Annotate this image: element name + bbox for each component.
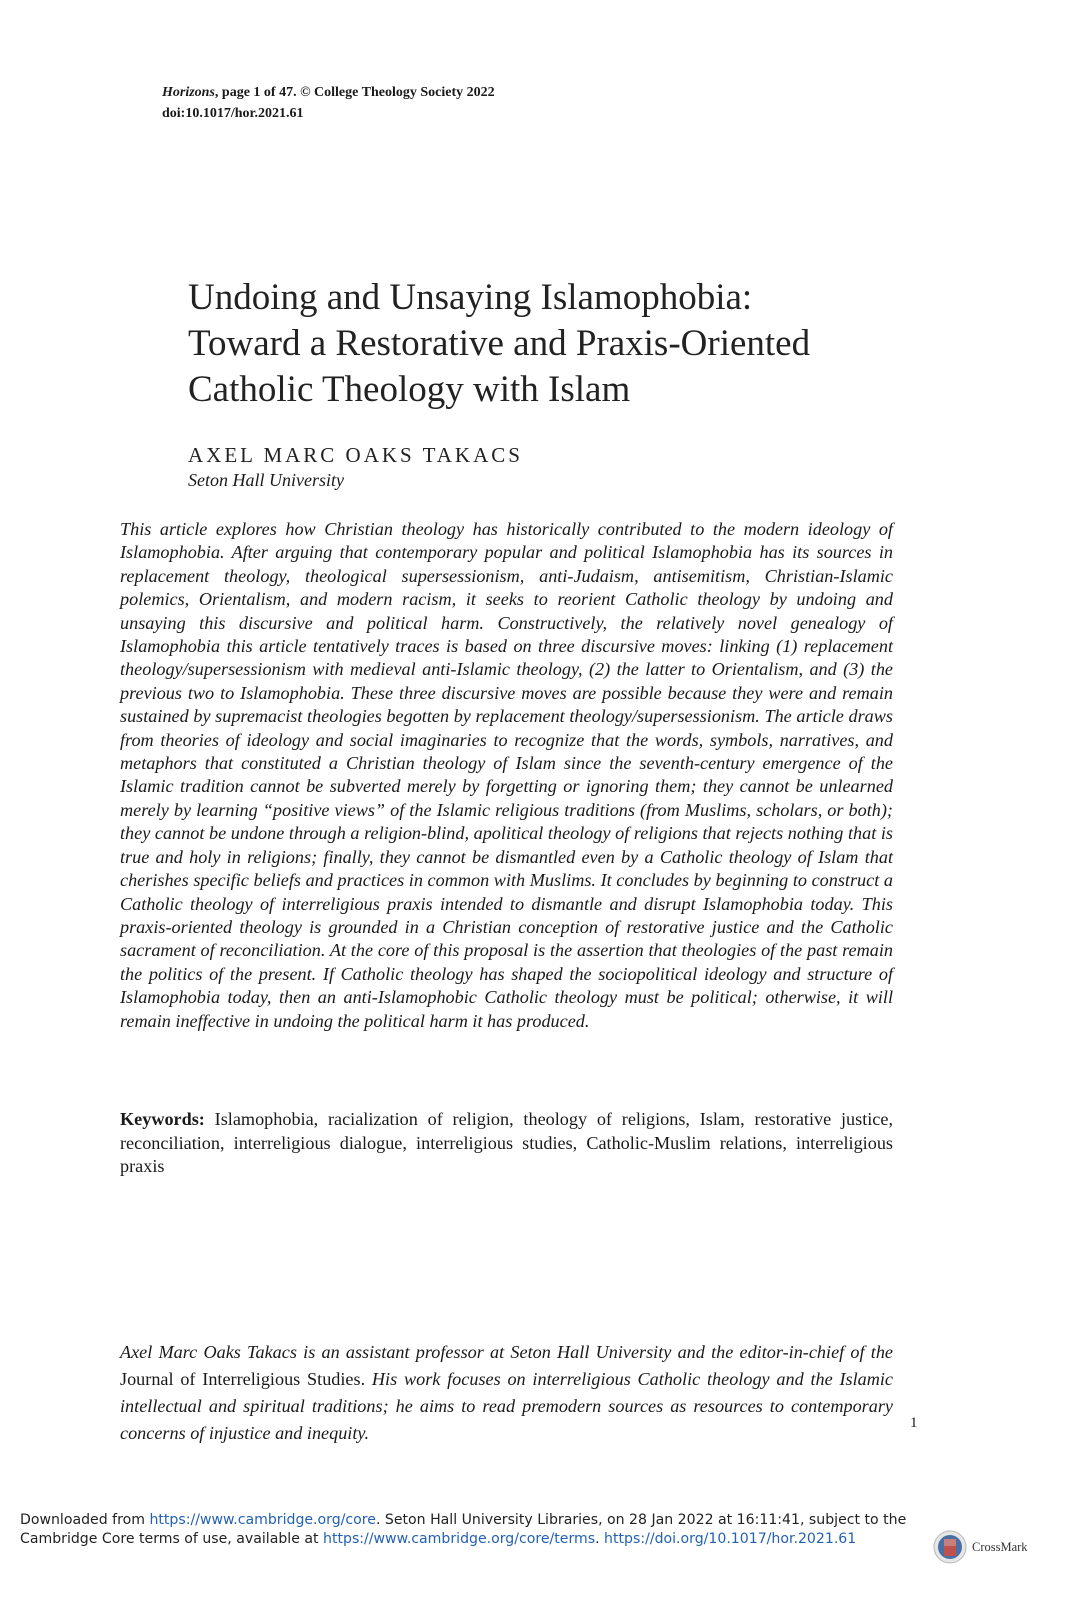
terms-link[interactable]: https://www.cambridge.org/core/terms [323,1531,596,1547]
keywords-label: Keywords: [120,1109,205,1129]
author-bio [120,1339,893,1447]
footer-text: Downloaded from [20,1512,150,1528]
keywords-list: Islamophobia, racialization of religion, theology of religions, Islam, restorative justice, reconciliation, interreligious dialogue, interreligious studies, Catholic-Muslim relations, interreligious praxis [120,1109,893,1177]
doi: doi:10.1017/hor.2021.61 [162,106,304,121]
title-line-3: Catholic Theology with Islam [188,369,631,410]
footer-line-2 [20,1530,920,1549]
crossmark-badge[interactable] [933,1530,1028,1564]
journal-name: Horizons [162,85,215,100]
footer-line-1 [20,1511,920,1530]
title-line-2: Toward a Restorative and Praxis-Oriented [188,323,811,364]
footer-text: Cambridge Core terms of use, available at [20,1531,324,1547]
footer-text: . Seton Hall University Libraries, on 28 Jan 2022 at 16:11:41, subject to the [375,1512,907,1528]
crossmark-icon [933,1530,967,1564]
page-number: 1 [910,1415,918,1431]
footer-text: . [595,1531,605,1547]
keywords [120,1108,893,1179]
author-affiliation: Seton Hall University [188,470,344,490]
author-name: AXEL MARC OAKS TAKACS [188,443,523,467]
citation-text: , page 1 of 47. © College Theology Society 2022 [214,85,495,100]
article-title [188,275,948,413]
download-footer [20,1511,920,1549]
doi-link[interactable]: https://doi.org/10.1017/hor.2021.61 [604,1531,857,1547]
cambridge-core-link[interactable]: https://www.cambridge.org/core [149,1512,376,1528]
bio-text-start: Axel Marc Oaks Takacs is an assistant professor at Seton Hall University and the editor-in-chief of the [120,1342,893,1362]
title-line-1: Undoing and Unsaying Islamophobia: [188,277,753,318]
abstract: This article explores how Christian theology has historically contributed to the modern ideology of Islamophobia. After arguing that contemporary popular and political Islamophobia has its sources in replacement theology, theological supersessionism, anti-Judaism, antisemitism, Christian-Islamic polemics, Orientalism, and modern racism, it seeks to reorient Catholic theology by undoing and unsaying this discursive and political harm. Constructively, the relatively novel genealogy of Islamophobia this article tentatively traces is based on three discursive moves: linking (1) replacement theology/supersessionism with medieval anti-Islamic theology, (2) the latter to Orientalism, and (3) the previous two to Islamophobia. These three discursive moves are possible because they were and remain sustained by supremacist theologies begotten by replacement theology/supersessionism. The article draws from theories of ideology and social imaginaries to recognize that the words, symbols, narratives, and metaphors that constituted a Christian theology of Islam since the seventh-century emergence of the Islamic tradition cannot be subverted merely by forgetting or ignoring them; they cannot be unlearned merely by learning “positive views” of the Islamic religious traditions (from Muslims, scholars, or both); they cannot be undone through a religion-blind, apolitical theology of religions that rejects nothing that is true and holy in religions; finally, they cannot be dismantled even by a Catholic theology of Islam that cherishes specific beliefs and practices in common with Muslims. It concludes by beginning to construct a Catholic theology of interreligious praxis intended to dismantle and disrupt Islamophobia today. This praxis-oriented theology is grounded in a Christian conception of restorative justice and the Catholic sacrament of reconciliation. At the core of this proposal is the assertion that theologies of the past remain the politics of the present. If Catholic theology has shaped the sociopolitical ideology and structure of Islamophobia today, then an anti-Islamophobic Catholic theology must be political; otherwise, it will remain ineffective in undoing the political harm it has produced. [120,519,893,1031]
journal-header [162,82,495,124]
bio-text-end: His work focuses on interreligious Catholic theology and the Islamic intellectual and spiritual traditions; he aims to read premodern sources as resources to contemporary concerns of injustice and inequity. [120,1369,894,1443]
crossmark-label: CrossMark [972,1539,1028,1554]
bio-journal-name: Journal of Interreligious Studies. [120,1369,366,1389]
citation-line [162,82,495,103]
